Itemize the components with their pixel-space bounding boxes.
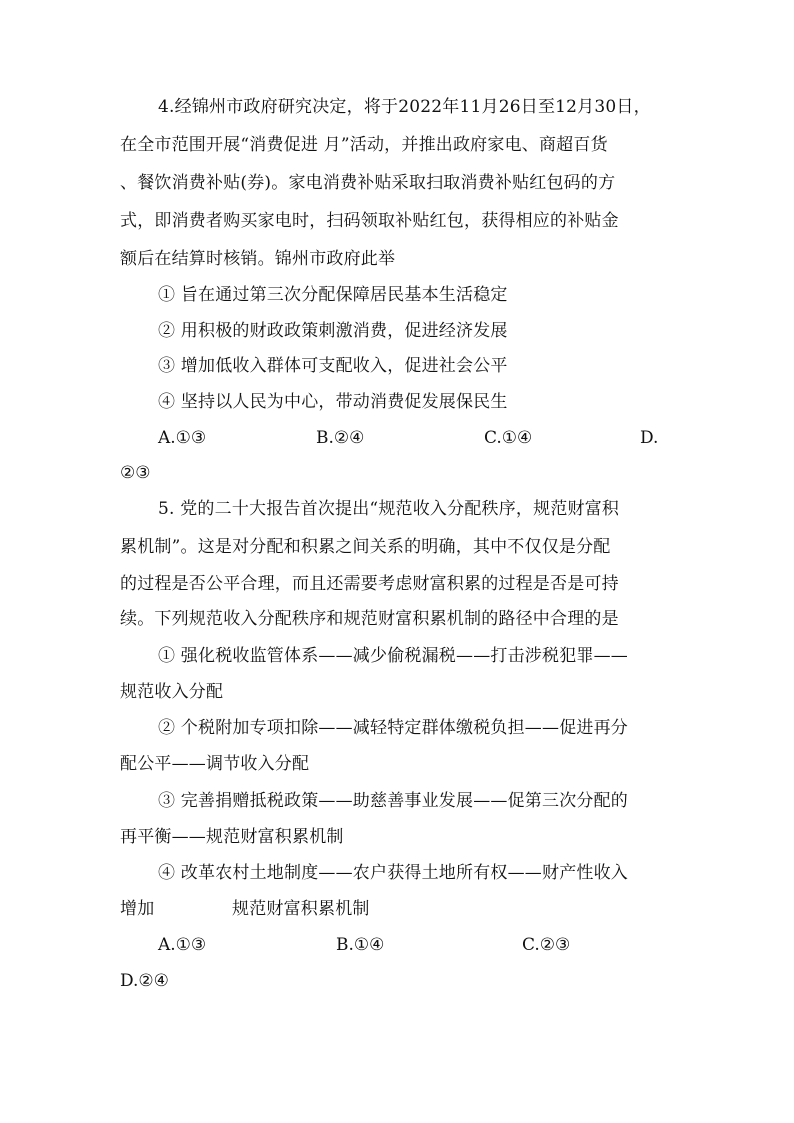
q4-choice-c: C.①④: [484, 428, 533, 448]
q5-statement-3-line-2: 再平衡——规范财富积累机制: [120, 827, 344, 847]
q4-statement-3: ③ 增加低收入群体可支配收入，促进社会公平: [158, 356, 508, 376]
q4-statement-2: ② 用积极的财政政策刺激消费，促进经济发展: [158, 321, 508, 341]
q5-choice-d: D.②④: [120, 971, 169, 991]
q4-choice-b: B.②④: [316, 428, 365, 448]
q5-stem-line-3: 的过程是否公平合理，而且还需要考虑财富积累的过程是否是可持: [120, 574, 619, 594]
q4-stem-line-2: 在全市范围开展“消费促进 月”活动，并推出政府家电、商超百货: [120, 135, 608, 155]
q4-stem-line-4: 式，即消费者购买家电时，扫码领取补贴红包，获得相应的补贴金: [120, 211, 619, 231]
q5-choice-b: B.①④: [336, 935, 385, 955]
q5-choice-a: A.①③: [158, 935, 207, 955]
q5-statement-3-line-1: ③ 完善捐赠抵税政策——助慈善事业发展——促第三次分配的: [158, 791, 629, 811]
q4-choice-d: D.: [640, 428, 659, 448]
q5-statement-2-line-2: 配公平——调节收入分配: [120, 754, 310, 774]
q5-statement-4-line-2-start: 增加: [120, 899, 155, 919]
q5-statement-1-line-1: ① 强化税收监管体系——减少偷税漏税——打击涉税犯罪——: [158, 646, 629, 666]
q4-stem-line-5: 额后在结算时核销。锦州市政府此举: [120, 249, 396, 269]
q5-stem-line-1: 5. 党的二十大报告首次提出“规范收入分配秩序，规范财富积: [158, 499, 620, 519]
q5-stem-line-2: 累机制”。这是对分配和积累之间关系的明确，其中不仅仅是分配: [120, 537, 611, 557]
q5-statement-4-line-2-end: 规范财富积累机制: [232, 899, 370, 919]
q4-choice-a: A.①③: [158, 428, 207, 448]
q5-statement-1-line-2: 规范收入分配: [120, 682, 224, 702]
q4-statement-4: ④ 坚持以人民为中心，带动消费促发展保民生: [158, 392, 508, 412]
q4-stem-line-3: 、餐饮消费补贴(券)。家电消费补贴采取扫取消费补贴红包码的方: [120, 173, 616, 193]
q5-choice-c: C.②③: [522, 935, 571, 955]
q5-statement-2-line-1: ② 个税附加专项扣除——减轻特定群体缴税负担——促进再分: [158, 718, 629, 738]
q5-statement-4-line-1: ④ 改革农村土地制度——农户获得土地所有权——财产性收入: [158, 863, 629, 883]
q4-stem-line-1: 4.经锦州市政府研究决定，将于2022年11月26日至12月30日，: [158, 97, 651, 117]
q4-choice-d-value: ②③: [120, 463, 151, 483]
q5-stem-line-4: 续。下列规范收入分配秩序和规范财富积累机制的路径中合理的是: [120, 609, 619, 629]
q4-statement-1: ① 旨在通过第三次分配保障居民基本生活稳定: [158, 285, 508, 305]
